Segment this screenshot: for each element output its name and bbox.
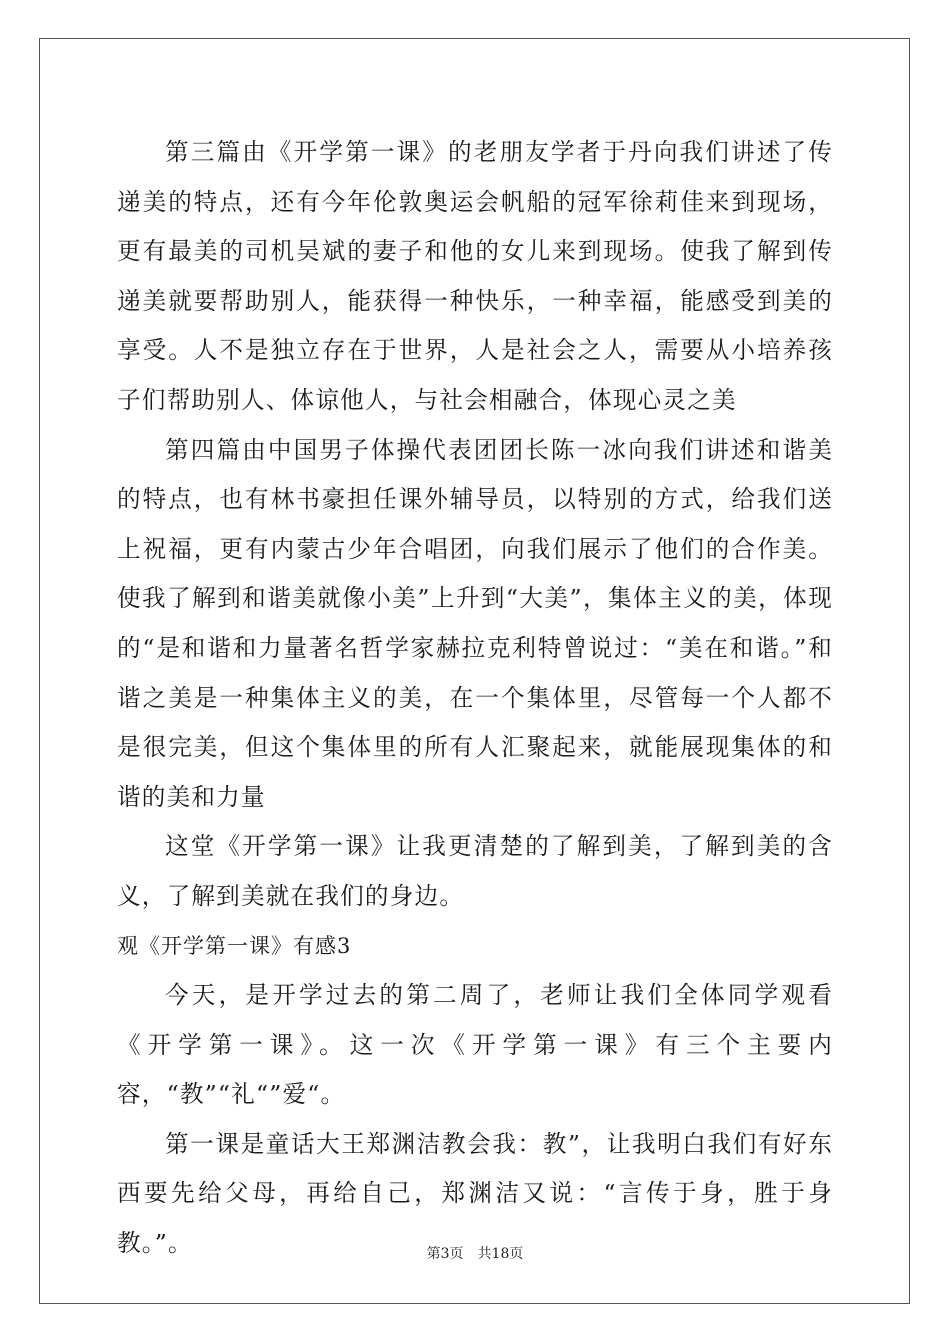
paragraph-first-lesson: 第一课是童话大王郑渊洁教会我：教”，让我明白我们有好东西要先给父母，再给自己，郑渊洁又说：“言传于身，胜于身教。”。 (117, 1129, 833, 1258)
page-footer (0, 1243, 950, 1263)
page-total: 共18页 (477, 1246, 524, 1262)
paragraph-fourth-chapter: 第四篇由中国男子体操代表团团长陈一冰向我们讲述和谐美的特点，也有林书豪担任课外辅导员，以特别的方式，给我们送上祝福，更有内蒙古少年合唱团，向我们展示了他们的合作美。使我了解到和谐美就像小美”上升到“大美”，集体主义的美，体现的“是和谐和力量著名哲学家赫拉克利特曾说过：“美在和谐。”和谐之美是一种集体主义的美，在一个集体里，尽管每一个人都不是很完美，但这个集体里的所有人汇聚起来，就能展现集体的和谐的美和力量 (117, 435, 833, 811)
paragraph-intro: 今天，是开学过去的第二周了，老师让我们全体同学观看《开学第一课》。这一次《开学第一课》有三个主要内容，“教”“礼“”爱“。 (117, 981, 833, 1109)
document-body (117, 128, 833, 1269)
paragraph-third-chapter: 第三篇由《开学第一课》的老朋友学者于丹向我们讲述了传递美的特点，还有今年伦敦奥运会帆船的冠军徐莉佳来到现场，更有最美的司机吴斌的妻子和他的女儿来到现场。使我了解到传递美就要帮助别人，能获得一种快乐，一种幸福，能感受到美的享受。人不是独立存在于世界，人是社会之人，需要从小培养孩子们帮助别人、体谅他人，与社会相融合，体现心灵之美 (117, 138, 833, 414)
paragraph-conclusion: 这堂《开学第一课》让我更清楚的了解到美，了解到美的含义，了解到美就在我们的身边。 (117, 832, 833, 910)
section-title: 观《开学第一课》有感3 (117, 933, 352, 958)
page-number: 第3页 (426, 1246, 464, 1262)
